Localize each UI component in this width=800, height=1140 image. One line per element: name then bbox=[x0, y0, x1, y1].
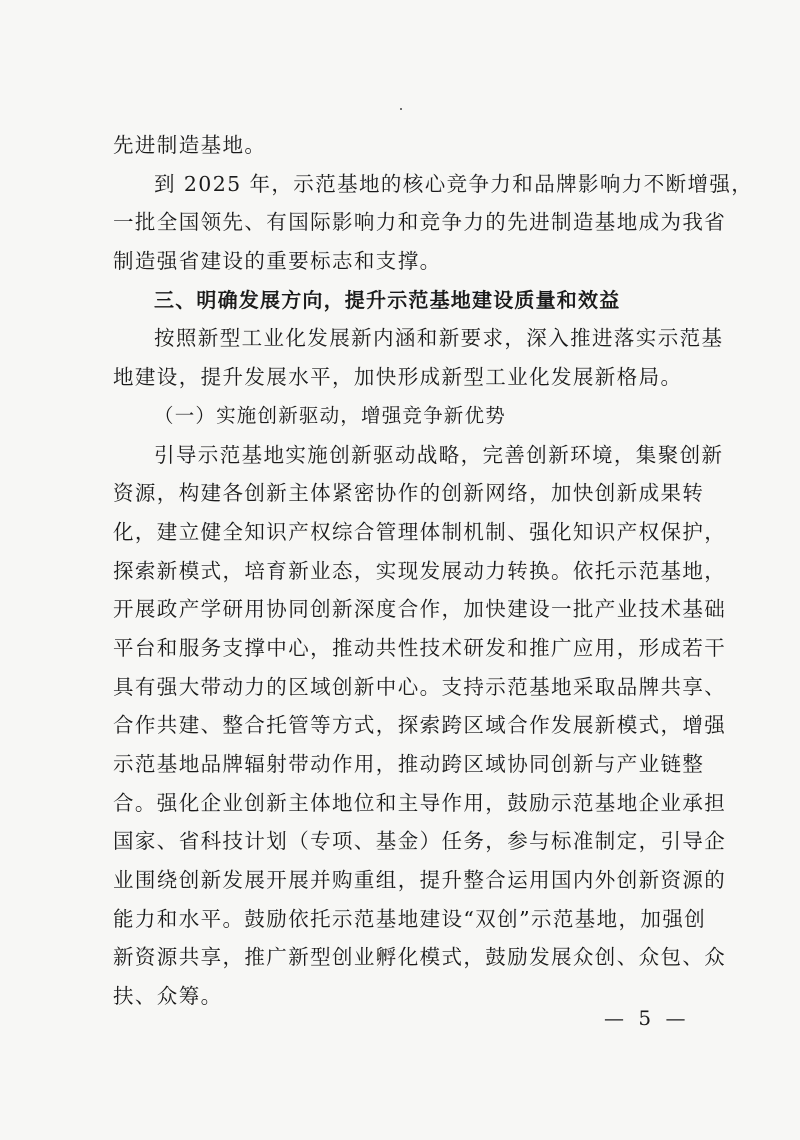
scan-speck bbox=[400, 108, 402, 110]
text-line: 按照新型工业化发展新内涵和新要求，深入推进落实示范基 bbox=[154, 326, 724, 351]
page-number: — 5 — bbox=[604, 1006, 690, 1030]
text-line: 制造强省建设的重要标志和支撑。 bbox=[113, 249, 442, 274]
text-line: 到 2025 年，示范基地的核心竞争力和品牌影响力不断增强， bbox=[154, 171, 754, 196]
subsection-heading: （一）实施创新驱动，增强竞争新优势 bbox=[154, 403, 506, 427]
text-line: 地建设，提升发展水平，加快形成新型工业化发展新格局。 bbox=[113, 365, 683, 390]
text-line: 能力和水平。鼓励依托示范基地建设“双创”示范基地，加强创 bbox=[113, 906, 707, 931]
section-heading: 三、明确发展方向，提升示范基地建设质量和效益 bbox=[154, 287, 621, 312]
text-line: 平台和服务支撑中心，推动共性技术研发和推广应用，形成若干 bbox=[113, 635, 727, 660]
text-line: 合。强化企业创新主体地位和主导作用，鼓励示范基地企业承担 bbox=[113, 790, 727, 815]
text-line: 扶、众筹。 bbox=[113, 984, 223, 1009]
text-line: 示范基地品牌辐射带动作用，推动跨区域协同创新与产业链整 bbox=[113, 752, 705, 776]
text-line: 一批全国领先、有国际影响力和竞争力的先进制造基地成为我省 bbox=[113, 210, 727, 235]
text-line: 国家、省科技计划（专项、基金）任务，参与标准制定，引导企 bbox=[113, 829, 727, 854]
text-line: 合作共建、整合托管等方式，探索跨区域合作发展新模式，增强 bbox=[113, 713, 727, 738]
text-line: 探索新模式，培育新业态，实现发展动力转换。依托示范基地， bbox=[113, 558, 727, 583]
document-body bbox=[113, 126, 754, 1016]
text-line: 化，建立健全知识产权综合管理体制机制、强化知识产权保护， bbox=[113, 519, 727, 544]
text-line: 开展政产学研用协同创新深度合作，加快建设一批产业技术基础 bbox=[113, 597, 727, 622]
text-line: 引导示范基地实施创新驱动战略，完善创新环境，集聚创新 bbox=[154, 442, 724, 467]
text-line: 业围绕创新发展开展并购重组，提升整合运用国内外创新资源的 bbox=[113, 868, 727, 893]
text-line: 具有强大带动力的区域创新中心。支持示范基地采取品牌共享、 bbox=[113, 674, 727, 699]
text-line: 新资源共享，推广新型创业孵化模式，鼓励发展众创、众包、众 bbox=[113, 945, 727, 970]
text-line: 资源，构建各创新主体紧密协作的创新网络，加快创新成果转 bbox=[113, 481, 705, 506]
text-line: 先进制造基地。 bbox=[113, 133, 267, 157]
